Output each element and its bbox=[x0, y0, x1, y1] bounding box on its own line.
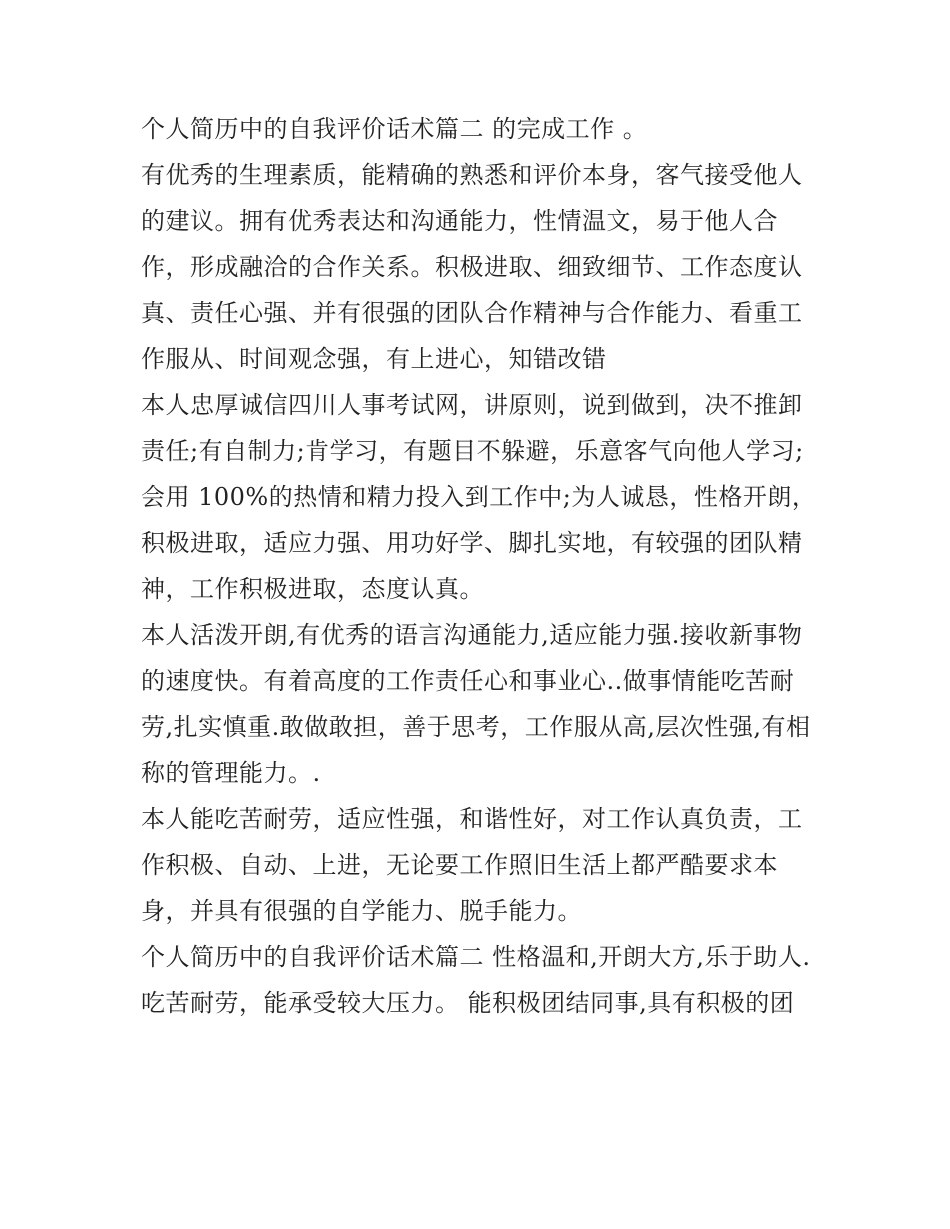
text-line: 真、责任心强、并有很强的团队合作精神与合作能力、看重工 bbox=[141, 299, 803, 327]
text-line: 作积极、自动、上进，无论要工作照旧生活上都严酷要求本 bbox=[141, 851, 778, 879]
text-line: 作，形成融洽的合作关系。积极进取、细致细节、工作态度认 bbox=[141, 253, 803, 281]
text-line: 本人能吃苦耐劳，适应性强，和谐性好，对工作认真负责，工 bbox=[141, 805, 803, 833]
text-line: 个人简历中的自我评价话术篇二 性格温和,开朗大方,乐于助人. bbox=[141, 943, 811, 971]
text-line: 身，并具有很强的自学能力、脱手能力。 bbox=[141, 897, 582, 925]
text-line: 有优秀的生理素质，能精确的熟悉和评价本身，客气接受他人 bbox=[141, 161, 803, 189]
text-line: 称的管理能力。. bbox=[141, 759, 321, 787]
text-line: 责任;有自制力;肯学习，有题目不躲避，乐意客气向他人学习; bbox=[141, 437, 804, 465]
text-line: 神，工作积极进取，态度认真。 bbox=[141, 575, 484, 603]
text-line: 本人活泼开朗,有优秀的语言沟通能力,适应能力强.接收新事物 bbox=[141, 621, 803, 649]
text-line: 劳,扎实慎重.敢做敢担，善于思考，工作服从高,层次性强,有相 bbox=[141, 713, 811, 741]
text-line: 本人忠厚诚信四川人事考试网，讲原则，说到做到，决不推卸 bbox=[141, 391, 803, 419]
text-line: 作服从、时间观念强，有上进心，知错改错 bbox=[141, 345, 607, 373]
text-line: 的建议。拥有优秀表达和沟通能力，性情温文，易于他人合 bbox=[141, 207, 778, 235]
text-line: 个人简历中的自我评价话术篇二 的完成工作 。 bbox=[141, 115, 648, 143]
text-line: 会用 100%的热情和精力投入到工作中;为人诚恳，性格开朗， bbox=[141, 483, 817, 511]
document-body bbox=[141, 106, 821, 1026]
text-line: 吃苦耐劳，能承受较大压力。 能积极团结同事,具有积极的团 bbox=[141, 989, 795, 1017]
text-line: 积极进取，适应力强、用功好学、脚扎实地，有较强的团队精 bbox=[141, 529, 803, 557]
text-line: 的速度快。有着高度的工作责任心和事业心..做事情能吃苦耐 bbox=[141, 667, 795, 695]
